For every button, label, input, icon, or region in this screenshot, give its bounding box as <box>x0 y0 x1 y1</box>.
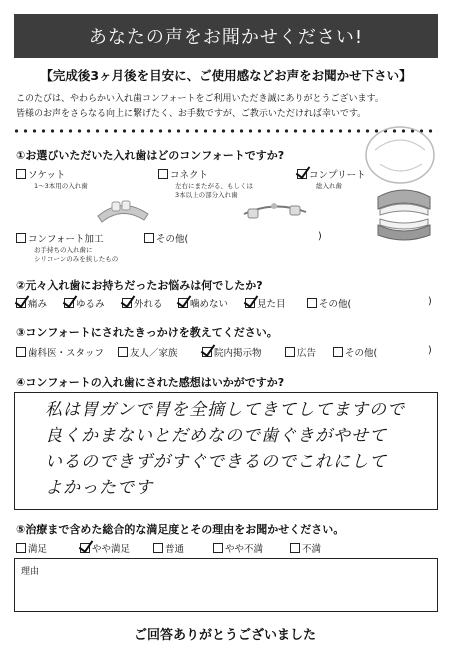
q1-other-close-paren: ) <box>318 231 322 242</box>
q1-option-connect[interactable] <box>158 167 208 181</box>
q1-option-comfort-processing[interactable] <box>16 231 104 245</box>
checkbox[interactable] <box>16 233 26 243</box>
q1-option-complete[interactable] <box>297 167 366 181</box>
checkbox[interactable] <box>16 543 26 553</box>
checkbox-checked[interactable] <box>202 347 212 357</box>
handwritten-line: 良くかまないとだめなので歯ぐきがやせて <box>45 426 387 446</box>
q1-note-connect: 左右にまたがる、もしくは 3本以上の部分入れ歯 <box>175 182 253 199</box>
checkbox[interactable] <box>16 347 26 357</box>
checkbox-checked[interactable] <box>80 543 90 553</box>
option-label: 満足 <box>28 544 48 555</box>
option-label: やや満足 <box>92 544 131 555</box>
handwritten-line: 私は胃ガンで胃を全摘してきてしてますので <box>45 400 405 420</box>
q2-option-cannot-chew[interactable] <box>178 296 228 310</box>
handwritten-line: いるのできずがすぐできるのでこれにして <box>45 452 387 472</box>
option-label: 歯科医・スタッフ <box>28 348 105 359</box>
option-label: 院内掲示物 <box>214 348 262 359</box>
form-title: あなたの声をお聞かせください! <box>14 14 438 58</box>
checkbox[interactable] <box>213 543 223 553</box>
option-label: その他( <box>156 234 189 245</box>
q3-option-other[interactable] <box>333 345 377 359</box>
intro-line: このたびは、やわらかい入れ歯コンフォートをご利用いただき誠にありがとうございます。 <box>16 94 384 104</box>
q4-handwritten-answer <box>15 393 437 501</box>
q2-option-falls-out[interactable] <box>122 296 163 310</box>
checkbox[interactable] <box>290 543 300 553</box>
checkbox[interactable] <box>333 347 343 357</box>
q3-option-friend-family[interactable] <box>118 345 178 359</box>
q1-option-other[interactable] <box>144 231 188 245</box>
checkbox-checked[interactable] <box>297 169 307 179</box>
q2-option-looseness[interactable] <box>64 296 105 310</box>
q1-note-comfort-processing: お手持ちの入れ歯に シリコーンのみを挟したもの <box>34 246 119 263</box>
q1-option-socket[interactable] <box>16 167 65 181</box>
checkbox[interactable] <box>158 169 168 179</box>
q3-other-close-paren: ) <box>428 345 432 356</box>
q2-title: ②元々入れ歯にお持ちだったお悩みは何でしたか? <box>16 279 263 292</box>
q5-option-somewhat-dissatisfied[interactable] <box>213 541 263 555</box>
q5-option-dissatisfied[interactable] <box>290 541 321 555</box>
intro-line: 皆様のお声をさらなる向上に繋げたく、お手数ですが、ご教示いただければ幸いです。 <box>16 109 367 119</box>
option-label: やや不満 <box>225 544 264 555</box>
option-label: 普通 <box>165 544 185 555</box>
checkbox-checked[interactable] <box>178 298 188 308</box>
q3-option-in-clinic-poster[interactable] <box>202 345 262 359</box>
checkbox-checked[interactable] <box>16 298 26 308</box>
complete-denture-image <box>372 185 436 241</box>
q2-other-close-paren: ) <box>428 296 432 307</box>
option-label: 痛み <box>28 299 48 310</box>
option-label: 見た目 <box>257 299 286 310</box>
q5-reason-label: 理由 <box>21 567 40 577</box>
option-label: 不満 <box>302 544 322 555</box>
q2-option-appearance[interactable] <box>245 296 286 310</box>
q4-title: ④コンフォートの入れ歯にされた感想はいかがですか? <box>16 376 285 389</box>
checkbox[interactable] <box>16 169 26 179</box>
checkbox[interactable] <box>285 347 295 357</box>
q3-option-dentist-staff[interactable] <box>16 345 104 359</box>
q3-title: ③コンフォートにされたきっかけを教えてください。 <box>16 326 278 339</box>
checkbox[interactable] <box>153 543 163 553</box>
q5-option-somewhat-satisfied[interactable] <box>80 541 130 555</box>
q5-option-neutral[interactable] <box>153 541 184 555</box>
option-label: その他( <box>345 348 378 359</box>
q5-reason-box[interactable] <box>14 558 438 612</box>
intro-text <box>16 92 440 122</box>
q1-note-complete: 総入れ歯 <box>316 182 342 190</box>
q5-option-satisfied[interactable] <box>16 541 47 555</box>
checkbox-checked[interactable] <box>122 298 132 308</box>
q5-title: ⑤治療まで含めた総合的な満足度とその理由をお聞かせください。 <box>16 523 345 536</box>
option-label: コンフォート加工 <box>28 234 104 245</box>
checkbox[interactable] <box>118 347 128 357</box>
q4-answer-box[interactable] <box>14 392 438 510</box>
option-label: 噛めない <box>190 299 229 310</box>
faint-stamp-mark <box>360 120 440 190</box>
option-label: その他( <box>319 299 352 310</box>
checkbox[interactable] <box>144 233 154 243</box>
option-label: 友人／家族 <box>130 348 178 359</box>
option-label: コネクト <box>170 170 209 181</box>
checkbox-checked[interactable] <box>245 298 255 308</box>
q2-option-other[interactable] <box>307 296 351 310</box>
q1-title: ①お選びいただいた入れ歯はどのコンフォートですか? <box>16 149 285 162</box>
option-label: ゆるみ <box>76 299 105 310</box>
q3-option-advertisement[interactable] <box>285 345 316 359</box>
partial-denture-image <box>92 190 154 226</box>
checkbox[interactable] <box>307 298 317 308</box>
form-subtitle: 【完成後3ヶ月後を目安に、ご使用感などお声をお聞かせ下さい】 <box>40 68 412 83</box>
option-label: ソケット <box>28 170 66 181</box>
option-label: コンプリート <box>309 170 366 181</box>
footer-thanks: ご回答ありがとうございました <box>133 628 316 643</box>
option-label: 広告 <box>297 348 317 359</box>
q1-note-socket: 1～3本用の入れ歯 <box>34 182 88 190</box>
q2-option-pain[interactable] <box>16 296 47 310</box>
handwritten-line: よかったです <box>45 478 153 498</box>
connect-denture-image <box>240 196 310 224</box>
checkbox-checked[interactable] <box>64 298 74 308</box>
option-label: 外れる <box>134 299 163 310</box>
